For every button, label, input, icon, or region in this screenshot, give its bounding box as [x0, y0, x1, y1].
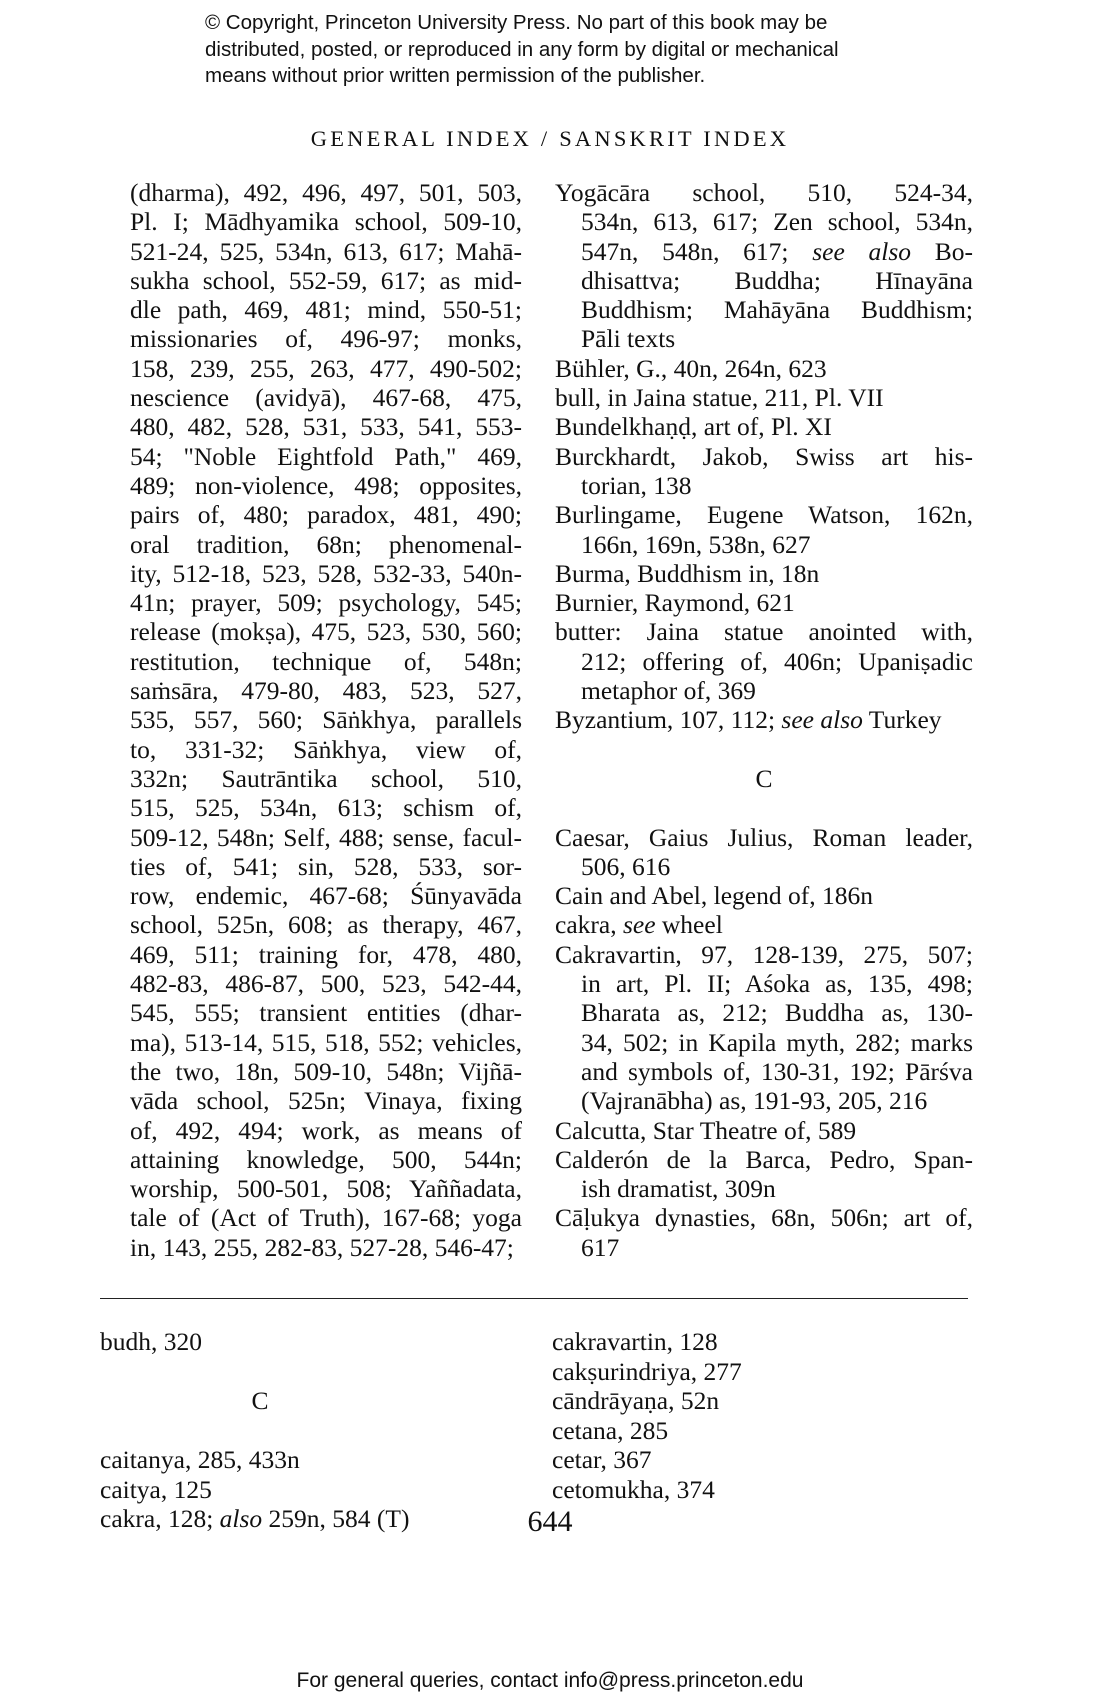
index-line: 545, 555; transient entities (dhar- — [130, 998, 522, 1028]
index-line: Burckhardt, Jakob, Swiss art his- — [555, 441, 973, 471]
index-line: 480, 482, 528, 531, 533, 541, 553- — [130, 412, 522, 442]
index-line: 535, 557, 560; Sāṅkhya, parallels — [130, 705, 522, 735]
index-line: budh, 320 — [100, 1327, 202, 1356]
index-line: 506, 616 — [581, 851, 671, 881]
index-line: metaphor of, 369 — [581, 676, 756, 706]
index-line: tale of (Act of Truth), 167-68; yoga — [130, 1203, 522, 1233]
index-line: ties of, 541; sin, 528, 533, sor- — [130, 851, 522, 881]
running-head: GENERAL INDEX / SANSKRIT INDEX — [310, 126, 790, 151]
copyright-line: means without prior written permission of the publisher. — [205, 64, 706, 87]
index-line: Bundelkhaṇḍ, art of, Pl. XI — [555, 412, 832, 442]
index-line: ish dramatist, 309n — [581, 1174, 776, 1204]
index-line: school, 525n, 608; as therapy, 467, — [130, 910, 522, 940]
index-line: of, 492, 494; work, as means of — [130, 1115, 522, 1145]
index-line: release (mokṣa), 475, 523, 530, 560; — [130, 617, 522, 647]
index-line: 534n, 613, 617; Zen school, 534n, — [581, 207, 973, 237]
index-line: restitution, technique of, 548n; — [130, 646, 522, 676]
index-line: (Vajranābha) as, 191-93, 205, 216 — [581, 1086, 928, 1116]
index-divider-rule — [100, 1298, 968, 1299]
index-line: Yogācāra school, 510, 524-34, — [555, 178, 973, 207]
index-line: 332n; Sautrāntika school, 510, — [130, 763, 522, 793]
copyright-line: distributed, posted, or reproduced in any form by digital or mechanical — [205, 37, 839, 61]
sanskrit-index-right-column — [552, 1327, 872, 1504]
index-line: Calcutta, Star Theatre of, 589 — [555, 1115, 857, 1145]
general-index-left-column — [130, 178, 522, 1262]
index-line: cetomukha, 374 — [552, 1474, 715, 1504]
index-line: Burnier, Raymond, 621 — [555, 588, 795, 618]
general-index-right-column — [555, 178, 973, 1262]
index-line: torian, 138 — [581, 470, 692, 500]
index-line: 547n, 548n, 617; see also Bo- — [581, 236, 973, 266]
index-line: 34, 502; in Kapila myth, 282; marks — [581, 1027, 973, 1057]
index-line: missionaries of, 496-97; monks, — [130, 324, 522, 354]
index-line: oral tradition, 68n; phenomenal- — [130, 529, 522, 559]
index-line: 166n, 169n, 538n, 627 — [581, 529, 811, 559]
index-line: saṁsāra, 479-80, 483, 523, 527, — [130, 676, 522, 706]
page-number: 644 — [527, 1505, 573, 1538]
index-line: Bühler, G., 40n, 264n, 623 — [555, 353, 827, 383]
index-line: attaining knowledge, 500, 544n; — [130, 1144, 522, 1174]
index-line: cetar, 367 — [552, 1445, 652, 1474]
blank-line — [100, 1357, 420, 1387]
index-line: 54; "Noble Eightfold Path," 469, — [130, 441, 522, 471]
index-line: Cain and Abel, legend of, 186n — [555, 881, 873, 911]
index-line: pairs of, 480; paradox, 481, 490; — [130, 500, 522, 530]
index-line: ma), 513-14, 515, 518, 552; vehicles, — [130, 1027, 522, 1057]
index-line: 617 — [581, 1232, 620, 1262]
index-line: (dharma), 492, 496, 497, 501, 503, — [130, 178, 522, 207]
index-line: Cakravartin, 97, 128-139, 275, 507; — [555, 939, 973, 969]
index-line: cakra, 128; also 259n, 584 (T) — [100, 1504, 410, 1533]
index-line: Caesar, Gaius Julius, Roman leader, — [555, 822, 973, 852]
index-line: Cāḷukya dynasties, 68n, 506n; art of, — [555, 1203, 973, 1233]
index-line: in art, Pl. II; Aśoka as, 135, 498; — [581, 969, 973, 999]
index-line: cakṣurindriya, 277 — [552, 1356, 742, 1386]
index-line: 41n; prayer, 509; psychology, 545; — [130, 588, 522, 618]
index-line: butter: Jaina statue anointed with, — [555, 617, 973, 647]
index-line: Pāli texts — [581, 324, 676, 354]
index-line: 489; non-violence, 498; opposites, — [130, 470, 522, 500]
index-line: 212; offering of, 406n; Upaniṣadic — [581, 646, 973, 676]
index-line: caitanya, 285, 433n — [100, 1445, 300, 1474]
index-line: 509-12, 548n; Self, 488; sense, facul- — [130, 822, 522, 852]
index-line: cetana, 285 — [552, 1415, 669, 1445]
index-line: Byzantium, 107, 112; see also Turkey — [555, 705, 942, 735]
footer-contact: For general queries, contact info@press.princeton.edu — [296, 1669, 804, 1692]
index-line: Burlingame, Eugene Watson, 162n, — [555, 500, 973, 530]
copyright-line: © Copyright, Princeton University Press. No part of this book may be — [205, 11, 828, 34]
index-line: Bharata as, 212; Buddha as, 130- — [581, 998, 973, 1028]
index-line: 521-24, 525, 534n, 613, 617; Mahā- — [130, 236, 522, 266]
index-line: Buddhism; Mahāyāna Buddhism; — [581, 295, 973, 325]
index-line: Calderón de la Barca, Pedro, Span- — [555, 1144, 973, 1174]
index-line: Burma, Buddhism in, 18n — [555, 558, 820, 588]
letter-heading: C — [755, 763, 773, 793]
index-line: dle path, 469, 481; mind, 550-51; — [130, 295, 522, 325]
sanskrit-index-left-column — [100, 1327, 420, 1534]
index-line: cakravartin, 128 — [552, 1327, 718, 1356]
index-line: 515, 525, 534n, 613; schism of, — [130, 793, 522, 823]
index-line: bull, in Jaina statue, 211, Pl. VII — [555, 383, 884, 413]
copyright-notice — [205, 10, 965, 90]
index-line: in, 143, 255, 282-83, 527-28, 546-47; — [130, 1232, 514, 1262]
index-line: row, endemic, 467-68; Śūnyavāda — [130, 881, 522, 911]
index-line: vāda school, 525n; Vinaya, fixing — [130, 1086, 522, 1116]
index-line: cāndrāyaṇa, 52n — [552, 1386, 720, 1415]
index-line: sukha school, 552-59, 617; as mid- — [130, 265, 522, 295]
index-line: dhisattva; Buddha; Hīnayāna — [581, 265, 973, 295]
index-line: nescience (avidyā), 467-68, 475, — [130, 383, 522, 413]
blank-line — [555, 735, 973, 764]
index-line: 482-83, 486-87, 500, 523, 542-44, — [130, 969, 522, 999]
index-line: and symbols of, 130-31, 192; Pārśva — [581, 1056, 973, 1086]
index-line: worship, 500-501, 508; Yaññadata, — [130, 1174, 522, 1204]
blank-line — [555, 793, 973, 822]
index-line: ity, 512-18, 523, 528, 532-33, 540n- — [130, 558, 522, 588]
index-line: Pl. I; Mādhyamika school, 509-10, — [130, 207, 522, 237]
blank-line — [100, 1416, 420, 1446]
index-line: 158, 239, 255, 263, 477, 490-502; — [130, 353, 522, 383]
index-line: caitya, 125 — [100, 1474, 212, 1504]
index-line: to, 331-32; Sāṅkhya, view of, — [130, 734, 522, 764]
index-line: 469, 511; training for, 478, 480, — [130, 939, 522, 969]
index-line: cakra, see wheel — [555, 910, 723, 940]
letter-heading: C — [251, 1386, 269, 1415]
index-line: the two, 18n, 509-10, 548n; Vijñā- — [130, 1056, 522, 1086]
